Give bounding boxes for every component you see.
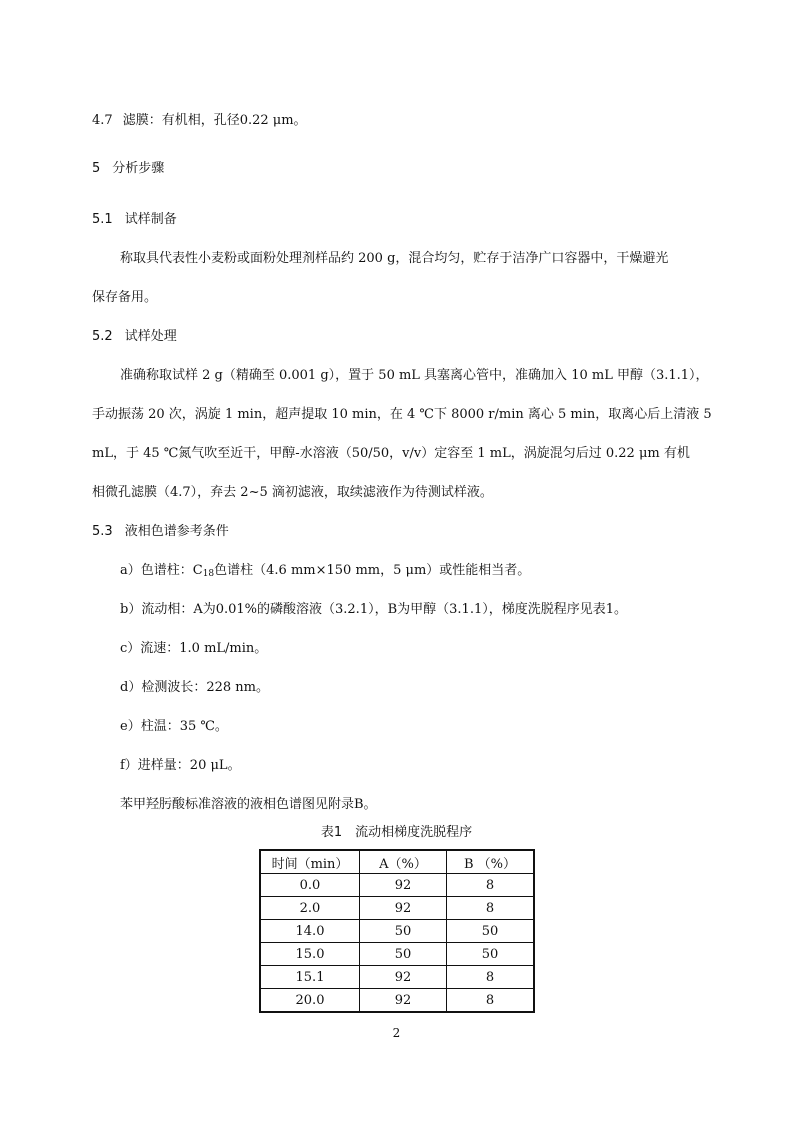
cell-a: 92 <box>360 966 447 989</box>
paragraph-5-1-line-1: 称取具代表性小麦粉或面粉处理剂样品约 200 g，混合均匀，贮存于洁净广口容器中，干燥避光 <box>120 251 669 266</box>
cell-time: 0.0 <box>260 874 360 897</box>
cell-time: 15.1 <box>260 966 360 989</box>
heading-5-1-number: 5.1 <box>92 212 113 227</box>
cell-time: 2.0 <box>260 897 360 920</box>
cell-a: 92 <box>360 897 447 920</box>
condition-b: b）流动相：A为0.01%的磷酸溶液（3.2.1），B为甲醇（3.1.1），梯度洗脱程序见表1。 <box>120 602 627 617</box>
header-a: A（%） <box>360 850 447 874</box>
item-4-7 <box>92 112 307 130</box>
paragraph-5-2-line-4: 相微孔滤膜（4.7），弃去 2~5 滴初滤液，取续滤液作为待测试样液。 <box>92 485 493 500</box>
cell-time: 20.0 <box>260 989 360 1013</box>
condition-a <box>120 562 530 580</box>
table-row <box>260 920 534 943</box>
table-row <box>260 874 534 897</box>
cell-b: 8 <box>446 989 534 1013</box>
header-time: 时间（min） <box>260 850 360 874</box>
table-row <box>260 897 534 920</box>
condition-a-prefix: a）色谱柱：C <box>120 563 203 578</box>
paragraph-5-1-line-2: 保存备用。 <box>92 290 158 305</box>
cell-b: 8 <box>446 874 534 897</box>
heading-5-1-title: 试样制备 <box>124 212 177 227</box>
cell-b: 8 <box>446 897 534 920</box>
table-row <box>260 943 534 966</box>
heading-5-2-title: 试样处理 <box>124 329 177 344</box>
table-caption: 表1 流动相梯度洗脱程序 <box>320 825 473 840</box>
item-4-7-text: 滤膜：有机相，孔径0.22 μm。 <box>122 113 307 128</box>
cell-a: 50 <box>360 943 447 966</box>
condition-e: e）柱温：35 ℃。 <box>120 719 228 734</box>
heading-5-2 <box>92 328 177 346</box>
condition-d: d）检测波长：228 nm。 <box>120 680 269 695</box>
heading-5-number: 5 <box>92 161 101 176</box>
cell-a: 92 <box>360 989 447 1013</box>
heading-5-3-number: 5.3 <box>92 524 113 539</box>
condition-c: c）流速：1.0 mL/min。 <box>120 641 268 656</box>
heading-5-2-number: 5.2 <box>92 329 113 344</box>
cell-time: 15.0 <box>260 943 360 966</box>
heading-5 <box>92 160 164 178</box>
gradient-table <box>259 849 535 1013</box>
header-b: B （%） <box>446 850 534 874</box>
paragraph-5-2-line-2: 手动振荡 20 次，涡旋 1 min，超声提取 10 min，在 4 ℃下 8000 r/min 离心 5 min，取离心后上清液 5 <box>92 407 712 422</box>
paragraph-5-2-line-3: mL，于 45 ℃氮气吹至近干，甲醇-水溶液（50/50，v/v）定容至 1 mL，涡旋混匀后过 0.22 μm 有机 <box>92 446 690 461</box>
page-number: 2 <box>392 1026 401 1040</box>
cell-b: 50 <box>446 943 534 966</box>
cell-b: 50 <box>446 920 534 943</box>
condition-a-suffix: 色谱柱（4.6 mm×150 mm，5 μm）或性能相当者。 <box>214 563 531 578</box>
item-4-7-number: 4.7 <box>92 113 113 128</box>
table-header-row <box>260 850 534 874</box>
cell-a: 50 <box>360 920 447 943</box>
heading-5-1 <box>92 211 177 229</box>
cell-time: 14.0 <box>260 920 360 943</box>
condition-a-subscript: 18 <box>202 569 215 579</box>
heading-5-3 <box>92 523 229 541</box>
condition-f: f）进样量：20 μL。 <box>120 758 241 773</box>
table-row <box>260 989 534 1013</box>
heading-5-title: 分析步骤 <box>112 161 165 176</box>
table-row <box>260 966 534 989</box>
cell-b: 8 <box>446 966 534 989</box>
paragraph-5-2-line-1: 准确称取试样 2 g（精确至 0.001 g），置于 50 mL 具塞离心管中，准确加入 10 mL 甲醇（3.1.1）， <box>120 368 709 383</box>
heading-5-3-title: 液相色谱参考条件 <box>124 524 229 539</box>
cell-a: 92 <box>360 874 447 897</box>
appendix-note: 苯甲羟肟酸标准溶液的液相色谱图见附录B。 <box>120 797 377 812</box>
